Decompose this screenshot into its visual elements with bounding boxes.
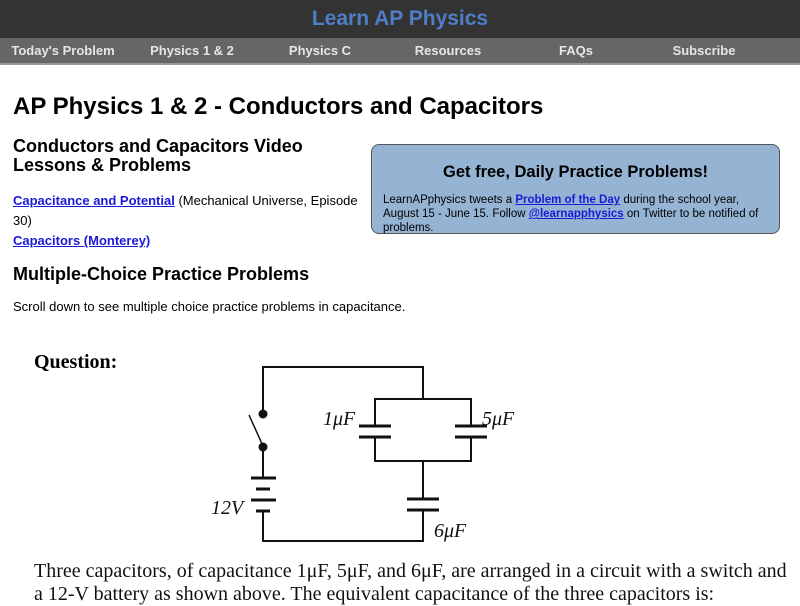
- wire-top: [263, 367, 423, 414]
- promo-text-part: LearnAPphysics tweets a: [383, 194, 516, 206]
- problem-of-the-day-link[interactable]: Problem of the Day: [515, 194, 621, 206]
- nav-item-todays-problem[interactable]: Today's Problem: [11, 43, 115, 58]
- capacitor-1uf-label: 1μF: [323, 408, 356, 430]
- mc-note: Scroll down to see multiple choice practice problems in capacitance.: [13, 299, 406, 314]
- capacitors-monterey-link[interactable]: Capacitors (Monterey): [13, 233, 151, 248]
- nav-item-resources[interactable]: Resources: [414, 43, 482, 58]
- switch-lever: [249, 415, 263, 446]
- switch-terminal-top: [259, 410, 268, 419]
- promo-text-part: on Twitter to be notified of problems.: [383, 208, 759, 234]
- capacitor-5uf-label: 5μF: [482, 408, 515, 430]
- switch-terminal-bottom: [259, 443, 268, 452]
- question-text: Three capacitors, of capacitance 1μF, 5μF, and 6μF, are arranged in a circuit with a switch and a 12-V battery as shown above. The equivalent capacitance of the three capacitors is:: [34, 560, 787, 605]
- twitter-handle-link[interactable]: @learnapphysics: [528, 208, 624, 220]
- capacitor-6uf: [407, 499, 439, 510]
- link-note: (Mechanical Universe, Episode 30): [13, 193, 358, 228]
- wire-bottom: [263, 510, 423, 541]
- capacitance-potential-link[interactable]: Capacitance and Potential: [13, 193, 175, 208]
- nav-item-physics-1-2[interactable]: Physics 1 & 2: [150, 43, 234, 58]
- capacitor-1uf: [359, 426, 392, 437]
- video-section-heading: Conductors and Capacitors Video Lessons & Problems: [13, 136, 303, 175]
- site-title-link[interactable]: Learn AP Physics: [311, 7, 489, 30]
- mc-heading: Multiple-Choice Practice Problems: [13, 264, 310, 284]
- battery-label: 12V: [211, 497, 244, 519]
- promo-text-part: during the school year, August 15 - June 15. Follow: [383, 194, 740, 220]
- nav-item-faqs[interactable]: FAQs: [559, 43, 593, 58]
- page-title: AP Physics 1 & 2 - Conductors and Capacitors: [13, 93, 544, 120]
- nav-item-physics-c[interactable]: Physics C: [288, 43, 352, 58]
- capacitor-6uf-label: 6μF: [434, 520, 467, 542]
- promo-title: Get free, Daily Practice Problems!: [442, 163, 709, 181]
- nav-item-subscribe[interactable]: Subscribe: [672, 43, 736, 58]
- question-label: Question:: [34, 351, 118, 373]
- battery-symbol: [251, 478, 276, 511]
